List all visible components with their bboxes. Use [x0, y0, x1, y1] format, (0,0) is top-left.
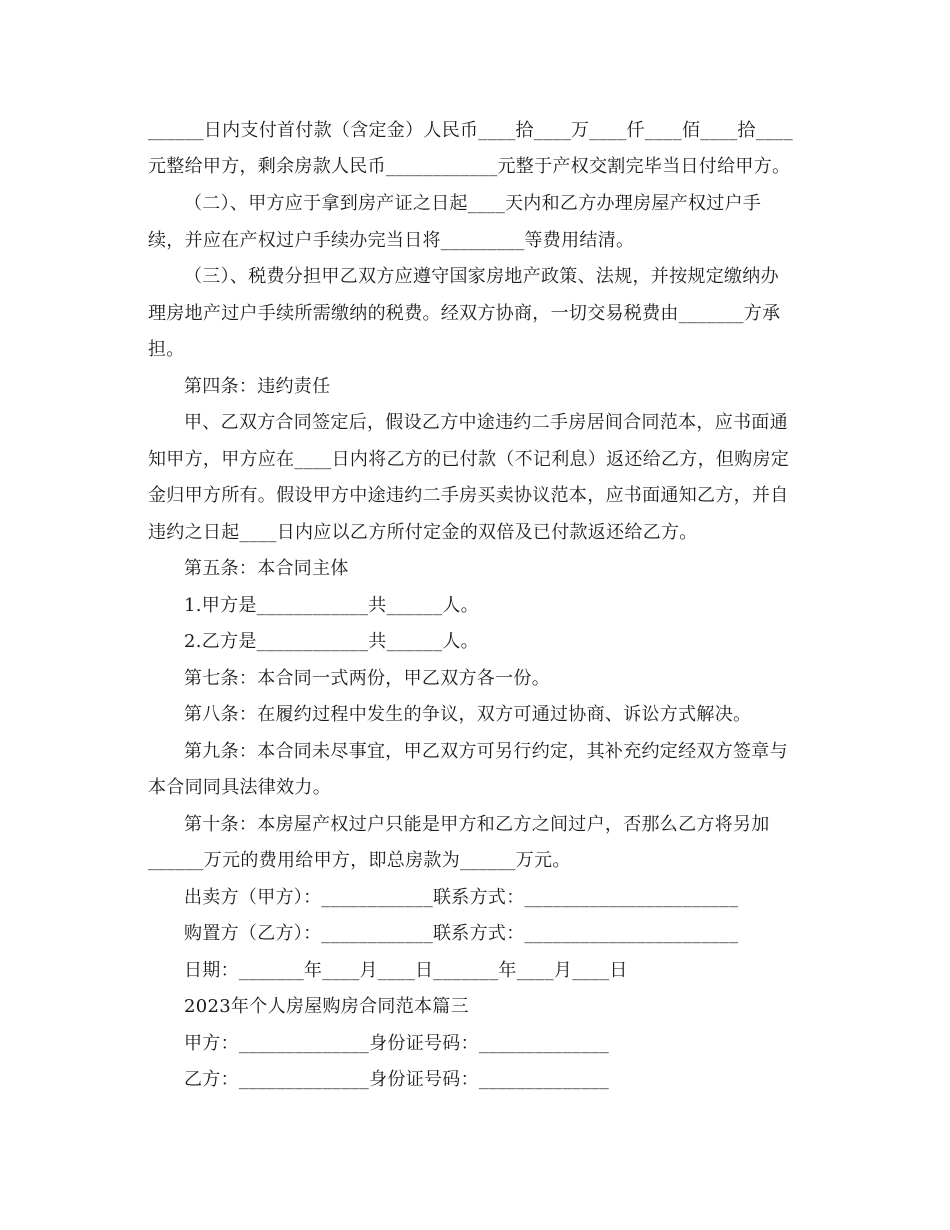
party-line: 甲方：______________身份证号码：______________: [184, 1033, 610, 1054]
signature-line: 购置方（乙方）：____________联系方式：_______________________: [184, 923, 739, 944]
text-line: 第七条：本合同一式两份，甲乙双方各一份。: [184, 668, 550, 689]
text-line: 元整给甲方，剩余房款人民币____________元整于产权交割完毕当日付给甲方。: [148, 156, 791, 177]
text-line: ______日内支付首付款（含定金）人民币____拾____万____仟____佰____拾____: [148, 120, 793, 141]
text-line: 担。: [148, 339, 185, 360]
text-line: 理房地产过户手续所需缴纳的税费。经双方协商，一切交易税费由_______方承: [148, 303, 781, 324]
text-line: 金归甲方所有。假设甲方中途违约二手房买卖协议范本，应书面通知乙方，并自: [148, 485, 789, 506]
text-line: （二）、甲方应于拿到房产证之日起____天内和乙方办理房屋产权过户手: [184, 193, 762, 214]
text-line: 第十条：本房屋产权过户只能是甲方和乙方之间过户，否那么乙方将另加: [184, 814, 770, 835]
text-line: 违约之日起____日内应以乙方所付定金的双倍及已付款返还给乙方。: [148, 522, 698, 543]
text-line: 本合同同具法律效力。: [148, 777, 331, 798]
text-line: 1.甲方是____________共______人。: [184, 595, 479, 616]
text-line: 第八条：在履约过程中发生的争议，双方可通过协商、诉讼方式解决。: [184, 704, 752, 725]
text-line: 2.乙方是____________共______人。: [184, 631, 479, 652]
text-line: ______万元的费用给甲方，即总房款为______万元。: [148, 850, 571, 871]
text-line: 第九条：本合同未尽事宜，甲乙双方可另行约定，其补充约定经双方签章与: [184, 741, 788, 762]
text-line: 甲、乙双方合同签定后，假设乙方中途违约二手房居间合同范本，应书面通: [184, 412, 788, 433]
section-heading: 第五条：本合同主体: [184, 558, 349, 579]
signature-line: 出卖方（甲方）：____________联系方式：_______________________: [184, 887, 739, 908]
date-line: 日期：_______年____月____日_______年____月____日: [184, 960, 628, 981]
section-title: 2023年个人房屋购房合同范本篇三: [184, 996, 469, 1017]
text-line: 续，并应在产权过户手续办完当日将_________等费用结清。: [148, 230, 635, 251]
party-line: 乙方：______________身份证号码：______________: [184, 1069, 610, 1090]
section-heading: 第四条：违约责任: [184, 376, 331, 397]
text-line: （三）、税费分担甲乙双方应遵守国家房地产政策、法规，并按规定缴纳办: [184, 266, 779, 287]
text-line: 知甲方，甲方应在____日内将乙方的已付款（不记利息）返还给乙方，但购房定: [148, 449, 790, 470]
